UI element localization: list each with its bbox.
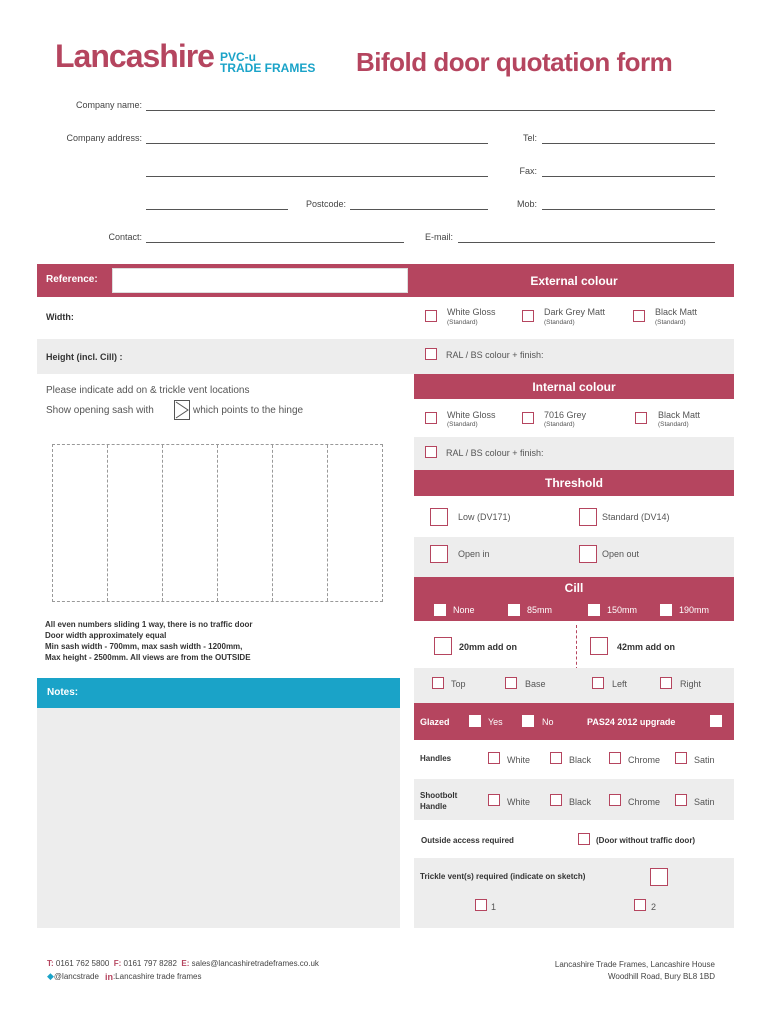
cill-right-label: Right	[680, 679, 702, 689]
rules-note	[45, 619, 252, 663]
threshold-header: Threshold	[414, 470, 734, 496]
sketch-area[interactable]	[52, 444, 383, 602]
external-ral-checkbox[interactable]	[425, 348, 437, 360]
external-black-matt-std: (Standard)	[655, 319, 686, 326]
cill-42mm-addon-checkbox[interactable]	[590, 637, 608, 655]
internal-colour-header: Internal colour	[414, 374, 734, 399]
cill-left-checkbox[interactable]	[592, 677, 604, 689]
shootbolt-chrome-label: Chrome	[628, 797, 661, 807]
rules-note-line: All even numbers sliding 1 way, there is no traffic door	[45, 620, 253, 629]
tel-label: Tel:	[522, 133, 537, 143]
shootbolt-black-checkbox[interactable]	[550, 794, 562, 806]
internal-ral-checkbox[interactable]	[425, 446, 437, 458]
cill-base-label: Base	[525, 679, 546, 689]
height-label: Height (incl. Cill) :	[46, 352, 123, 362]
company-address-field-2[interactable]	[146, 176, 488, 177]
trickle-1-checkbox[interactable]	[475, 899, 487, 911]
internal-ral-label: RAL / BS colour + finish:	[446, 448, 544, 458]
rules-note-line: Min sash width - 700mm, max sash width - 1200mm,	[45, 642, 243, 651]
reference-input[interactable]	[112, 268, 408, 293]
threshold-low-checkbox[interactable]	[430, 508, 448, 526]
hinge-arrow-icon	[174, 400, 190, 420]
cill-85mm-checkbox[interactable]	[508, 604, 520, 616]
handles-chrome-label: Chrome	[628, 755, 661, 765]
sash-divider	[162, 445, 163, 601]
trickle-checkbox[interactable]	[650, 868, 668, 886]
external-colour-row	[414, 297, 734, 339]
shootbolt-chrome-checkbox[interactable]	[609, 794, 621, 806]
linkedin-icon: in	[104, 971, 113, 982]
external-ral-label: RAL / BS colour + finish:	[446, 350, 544, 360]
notes-area[interactable]	[37, 708, 400, 928]
shootbolt-label	[420, 790, 457, 812]
shootbolt-black-label: Black	[569, 797, 592, 807]
trickle-2-checkbox[interactable]	[634, 899, 646, 911]
fax-footer-label: F:	[113, 959, 122, 968]
footer-address	[480, 959, 715, 983]
cill-190mm-checkbox[interactable]	[660, 604, 672, 616]
linkedin-name[interactable]: :Lancashire trade frames	[112, 972, 202, 981]
width-row	[37, 297, 414, 339]
internal-black-matt-std: (Standard)	[658, 421, 689, 428]
cill-150mm-label: 150mm	[607, 605, 638, 615]
handles-label: Handles	[420, 754, 452, 763]
outside-access-label: Outside access required	[421, 836, 514, 845]
threshold-low-label: Low (DV171)	[458, 512, 511, 522]
company-address-field[interactable]	[146, 143, 488, 144]
shootbolt-satin-label: Satin	[694, 797, 715, 807]
handles-black-label: Black	[569, 755, 592, 765]
trickle-2-label: 2	[651, 902, 657, 912]
contact-label: Contact:	[108, 232, 142, 242]
email-field[interactable]	[458, 242, 715, 243]
glazed-no-label: No	[542, 717, 554, 727]
internal-black-matt-checkbox[interactable]	[635, 412, 647, 424]
shootbolt-white-label: White	[507, 797, 531, 807]
page-title: Bifold door quotation form	[356, 47, 673, 77]
internal-white-gloss-std: (Standard)	[447, 421, 478, 428]
twitter-icon: ◆	[47, 971, 54, 981]
threshold-standard-checkbox[interactable]	[579, 508, 597, 526]
cill-divider	[576, 625, 577, 670]
internal-white-gloss-checkbox[interactable]	[425, 412, 437, 424]
handles-chrome-checkbox[interactable]	[609, 752, 621, 764]
notes-header	[37, 678, 400, 708]
threshold-open-in-label: Open in	[458, 549, 490, 559]
instruction-2a: Show opening sash with	[46, 405, 154, 416]
notes-label: Notes:	[47, 687, 79, 698]
fax-label: Fax:	[519, 166, 537, 176]
external-dark-grey-label: Dark Grey Matt	[544, 307, 606, 317]
pas24-label: PAS24 2012 upgrade	[587, 717, 676, 727]
reference-label: Reference:	[46, 274, 98, 285]
glazed-row	[414, 703, 734, 740]
mob-field[interactable]	[542, 209, 715, 210]
brand-sub1: PVC-u	[220, 50, 256, 64]
footer-social	[47, 971, 201, 982]
threshold-open-out-checkbox[interactable]	[579, 545, 597, 563]
brand-sub2: TRADE FRAMES	[220, 61, 316, 75]
email-address[interactable]: sales@lancashiretradeframes.co.uk	[191, 959, 319, 968]
instruction-1: Please indicate add on & trickle vent locations	[46, 385, 250, 396]
shootbolt-label-line: Shootbolt	[420, 791, 458, 800]
address-line: Woodhill Road, Bury BL8 1BD	[607, 972, 715, 981]
external-white-gloss-checkbox[interactable]	[425, 310, 437, 322]
company-name-field[interactable]	[146, 110, 715, 111]
outside-access-checkbox[interactable]	[578, 833, 590, 845]
external-colour-header: External colour	[414, 264, 734, 297]
company-address-label: Company address:	[66, 133, 142, 143]
pas24-checkbox[interactable]	[710, 715, 722, 727]
glazed-yes-label: Yes	[488, 717, 503, 727]
internal-white-gloss-label: White Gloss	[447, 410, 496, 420]
cill-20mm-addon-checkbox[interactable]	[434, 637, 452, 655]
external-black-matt-label: Black Matt	[655, 307, 698, 317]
handles-satin-checkbox[interactable]	[675, 752, 687, 764]
trickle-1-label: 1	[491, 902, 497, 912]
internal-black-matt-label: Black Matt	[658, 410, 701, 420]
threshold-open-in-checkbox[interactable]	[430, 545, 448, 563]
shootbolt-white-checkbox[interactable]	[488, 794, 500, 806]
cill-none-checkbox[interactable]	[434, 604, 446, 616]
external-white-gloss-label: White Gloss	[447, 307, 496, 317]
tel-field[interactable]	[542, 143, 715, 144]
sash-divider	[327, 445, 328, 601]
fax-field[interactable]	[542, 176, 715, 177]
outside-access-note: (Door without traffic door)	[596, 836, 696, 845]
sash-divider	[107, 445, 108, 601]
glazed-no-checkbox[interactable]	[522, 715, 534, 727]
handles-white-label: White	[507, 755, 531, 765]
address-line: Lancashire Trade Frames, Lancashire House	[554, 960, 715, 969]
cill-top-label: Top	[451, 679, 466, 689]
rules-note-line: Max height - 2500mm. All views are from the OUTSIDE	[45, 653, 251, 662]
shootbolt-satin-checkbox[interactable]	[675, 794, 687, 806]
cill-20mm-addon-label: 20mm add on	[459, 642, 518, 652]
mob-label: Mob:	[516, 199, 537, 209]
sash-divider	[217, 445, 218, 601]
glazed-yes-checkbox[interactable]	[469, 715, 481, 727]
internal-7016-grey-checkbox[interactable]	[522, 412, 534, 424]
threshold-open-out-label: Open out	[602, 549, 640, 559]
sash-divider	[272, 445, 273, 601]
width-label: Width:	[46, 312, 74, 322]
phone-number: 0161 762 5800	[55, 959, 110, 968]
cill-top-checkbox[interactable]	[432, 677, 444, 689]
instruction-2b: which points to the hinge	[193, 405, 304, 416]
internal-7016-grey-std: (Standard)	[544, 421, 575, 428]
cill-none-label: None	[453, 605, 475, 615]
threshold-standard-label: Standard (DV14)	[602, 512, 670, 522]
trickle-row	[414, 858, 734, 928]
postcode-field[interactable]	[350, 209, 488, 210]
cill-42mm-addon-label: 42mm add on	[617, 642, 676, 652]
rules-note-line: Door width approximately equal	[45, 631, 167, 640]
fax-number: 0161 797 8282	[123, 959, 177, 968]
external-black-matt-checkbox[interactable]	[633, 310, 645, 322]
company-address-field-3[interactable]	[146, 209, 288, 210]
cill-85mm-label: 85mm	[527, 605, 553, 615]
cill-header: Cill	[564, 581, 584, 595]
external-dark-grey-checkbox[interactable]	[522, 310, 534, 322]
phone-label: T:	[47, 959, 54, 968]
brand-subtitle	[220, 52, 315, 74]
external-dark-grey-std: (Standard)	[544, 319, 575, 326]
cill-right-checkbox[interactable]	[660, 677, 672, 689]
handles-satin-label: Satin	[694, 755, 715, 765]
postcode-label: Postcode:	[305, 199, 346, 209]
cill-left-label: Left	[612, 679, 628, 689]
trickle-label: Trickle vent(s) required (indicate on sketch)	[420, 872, 586, 881]
handles-white-checkbox[interactable]	[488, 752, 500, 764]
internal-7016-grey-label: 7016 Grey	[544, 410, 587, 420]
cill-150mm-checkbox[interactable]	[588, 604, 600, 616]
footer-contact	[47, 959, 319, 968]
external-white-gloss-std: (Standard)	[447, 319, 478, 326]
cill-base-checkbox[interactable]	[505, 677, 517, 689]
cill-190mm-label: 190mm	[679, 605, 710, 615]
twitter-handle[interactable]: @lancstrade	[53, 972, 99, 981]
contact-field[interactable]	[146, 242, 404, 243]
glazed-label: Glazed	[420, 717, 450, 727]
company-name-label: Company name:	[75, 100, 142, 110]
shootbolt-label-line: Handle	[420, 802, 447, 811]
brand-logo: Lancashire	[55, 38, 214, 74]
email-footer-label: E:	[181, 959, 190, 968]
email-label: E-mail:	[424, 232, 453, 242]
handles-black-checkbox[interactable]	[550, 752, 562, 764]
